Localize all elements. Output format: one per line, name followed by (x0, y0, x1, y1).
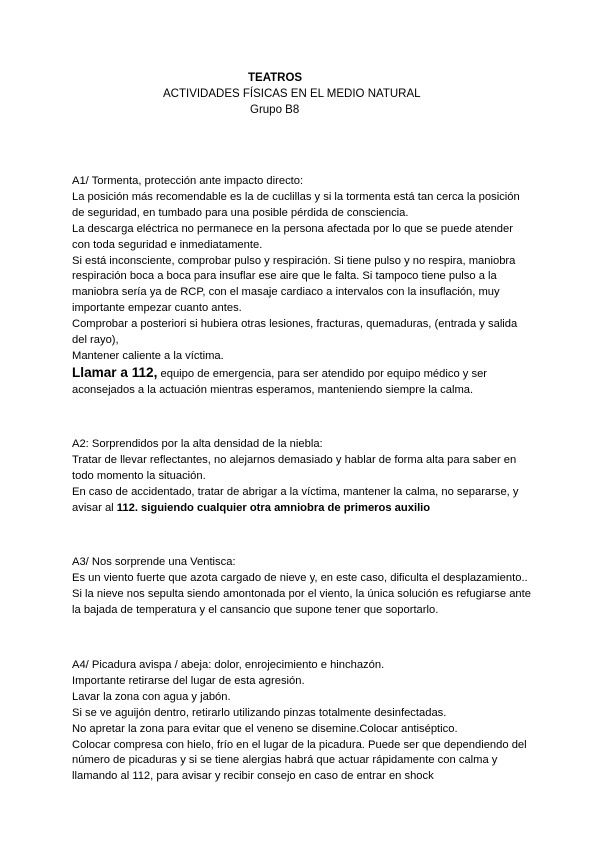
section-a3-heading: A3/ Nos sorprende una Ventisca: (72, 556, 236, 568)
section-a4-paragraph-1: Importante retirarse del lugar de esta agresión. (72, 674, 305, 687)
section-a2-emphasis: 112. siguiendo cualquier otra amniobra de primeros auxilio (116, 501, 431, 514)
section-a2-paragraph-2-text: En caso de accidentado, tratar de abrigar a la víctima, mantener la calma, no separarse, y avisar al (72, 485, 519, 514)
section-a1-paragraph-1: La posición más recomendable es la de cuclillas y si la tormenta está tan cerca la posición de seguridad, en tumbado para una posible pérdida de consciencia. (72, 190, 520, 219)
section-a1-paragraph-3: Si está inconsciente, comprobar pulso y respiración. Si tiene pulso y no respira, maniobra respiración boca a boca para insuflar ese aire que le falta. Si tampoco tiene pulso a la maniobra sería ya de RCP, con el masaje cardiaco a intervalos con la insuflación, muy importante empezar cuanto antes. (72, 254, 516, 315)
section-a1-paragraph-4: Comprobar a posteriori si hubiera otras lesiones, fracturas, quemaduras, (entrada y salida del rayo), (72, 318, 518, 347)
section-a1-paragraph-2: La descarga eléctrica no permanece en la persona afectada por lo que se puede atender con toda seguridad e inmediatamente. (72, 222, 513, 251)
section-a4-paragraph-4: No apretar la zona para evitar que el veneno se disemine.Colocar antiséptico. (72, 722, 458, 735)
section-a3-paragraph-2: Si la nieve nos sepulta siendo amontonada por el viento, la única solución es refugiarse ante la bajada de temperatura y el cansancio que supone tener que soportarlo. (72, 587, 531, 616)
document-group: Grupo B8 (250, 104, 300, 116)
section-a1-heading: A1/ Tormenta, protección ante impacto directo: (72, 175, 304, 187)
section-a4 (72, 658, 532, 785)
document-subtitle: ACTIVIDADES FÍSICAS EN EL MEDIO NATURAL (163, 88, 421, 100)
section-a4-paragraph-3: Si se ve aguijón dentro, retirarlo utilizando pinzas totalmente desinfectadas. (72, 706, 447, 719)
section-a2-paragraph-2 (72, 485, 532, 517)
section-a1 (72, 174, 532, 399)
section-a1-paragraph-5: Mantener caliente a la víctima. (72, 349, 224, 362)
call-112-emphasis: Llamar a 112, (72, 364, 158, 380)
section-a4-heading: A4/ Picadura avispa / abeja: dolor, enrojecimiento e hinchazón. (72, 659, 385, 671)
section-a4-paragraph-2: Lavar la zona con agua y jabón. (72, 690, 231, 703)
section-a2-paragraph-1: Tratar de llevar reflectantes, no alejarnos demasiado y hablar de forma alta para saber en todo momento la situación. (72, 453, 517, 482)
section-a2 (72, 437, 532, 517)
section-a2-heading: A2: Sorprendidos por la alta densidad de la niebla: (72, 438, 323, 450)
section-a1-paragraph-6 (72, 365, 532, 399)
section-a3 (72, 555, 532, 619)
section-a3-paragraph-1: Es un viento fuerte que azota cargado de nieve y, en este caso, dificulta el desplazamiento.. (72, 571, 528, 584)
document-title: TEATROS (248, 72, 303, 84)
section-a1-paragraph-6-text: equipo de emergencia, para ser atendido por equipo médico y ser aconsejados a la actuación mientras esperamos, manteniendo siempre la calma. (72, 367, 488, 396)
section-a4-paragraph-5: Colocar compresa con hielo, frío en el lugar de la picadura. Puede ser que dependiendo del número de picaduras y si se tiene alergias habrá que actuar rápidamente con calma y llamando al 112, para avisar y recibir consejo en caso de entrar en shock (72, 738, 527, 783)
